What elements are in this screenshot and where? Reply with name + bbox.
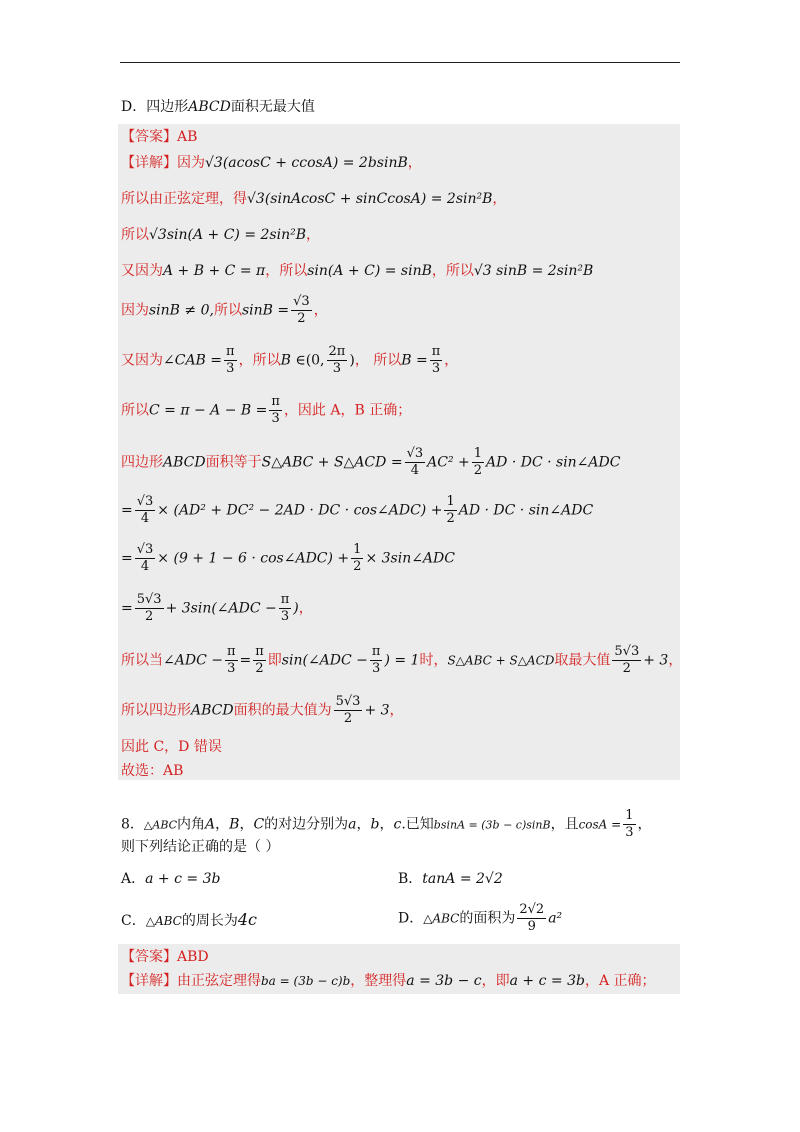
detail-line-14: 因此 C，D 错误 xyxy=(121,739,222,755)
detail-line-8: 四边形ABCD面积等于S△ABC + S△ACD = $\frac{√3}{4}$ AC² + $\frac{1}{2}$ AD · DC · sin∠ADC xyxy=(121,446,621,478)
header-rule xyxy=(120,62,680,63)
detail-line-10: = $\frac{√3}{4}$ × (9 + 1 − 6 · cos∠ADC) + $\frac{1}{2}$ × 3sin∠ADC xyxy=(121,542,455,574)
q8-option-a: A．a + c = 3b xyxy=(121,871,221,887)
detail-line-15: 故选：AB xyxy=(121,763,184,779)
detail-line-9: = $\frac{√3}{4}$ × (AD² + DC² − 2AD · DC · cos∠ADC) + $\frac{1}{2}$ AD · DC · sin∠ADC xyxy=(121,494,594,526)
prev-option-d: D．四边形ABCD面积无最大值 xyxy=(121,99,315,115)
q8-option-d: D．△ABC的面积为 $\frac{2√2}{9}$ a² xyxy=(398,902,563,934)
q8-option-c: C．△ABC的周长为4c xyxy=(121,910,257,929)
detail-line-11: = $\frac{5√3}{2}$ + 3sin(∠ADC − $\frac{\pi}{3}$ )， xyxy=(121,592,313,624)
answer-line-2: 【答案】ABD xyxy=(121,949,209,965)
detail-line-6: 又因为∠CAB = $\frac{\pi}{3}$ ，所以B ∈(0, $\frac{2\pi}{3}$ )， 所以B = $\frac{\pi}{3}$ ， xyxy=(121,344,459,376)
detail-line-12: 所以当∠ADC − $\frac{\pi}{3}$ = $\frac{\pi}{2}$ 即sin(∠ADC − $\frac{\pi}{3}$ ) = 1时，S△ABC + S△ACD取最大值 $\frac{5√3}{2}$ + 3， xyxy=(121,644,683,676)
question-8-prompt: 则下列结论正确的是（ ） xyxy=(121,839,280,855)
q8-option-b: B．tanA = 2√2 xyxy=(398,871,503,887)
detail-line-7: 所以C = π − A − B = $\frac{\pi}{3}$ ，因此 A，B 正确； xyxy=(121,394,412,426)
detail-line-1: 【详解】因为√3(acosC + ccosA) = 2bsinB， xyxy=(121,155,422,171)
detail-line-q8: 【详解】由正弦定理得ba = (3b − c)b，整理得a = 3b − c，即a + c = 3b，A 正确； xyxy=(121,973,656,989)
detail-line-4: 又因为A + B + C = π，所以sin(A + C) = sinB，所以√3 sinB = 2sin²B xyxy=(121,263,594,279)
detail-line-2: 所以由正弦定理，得√3(sinAcosC + sinCcosA) = 2sin²B， xyxy=(121,191,507,207)
detail-line-5: 因为sinB ≠ 0,所以sinB = $\frac{√3}{2}$ ， xyxy=(121,294,328,326)
detail-line-3: 所以√3sin(A + C) = 2sin²B， xyxy=(121,227,321,243)
answer-line-1: 【答案】AB xyxy=(121,129,198,145)
question-8-stem: 8．△ABC内角A，B，C的对边分别为a，b，c.已知bsinA = (3b − c)sinB，且cosA = $\frac{1}{3}$ ， xyxy=(121,808,652,840)
detail-line-13: 所以四边形ABCD面积的最大值为 $\frac{5√3}{2}$ + 3， xyxy=(121,694,404,726)
